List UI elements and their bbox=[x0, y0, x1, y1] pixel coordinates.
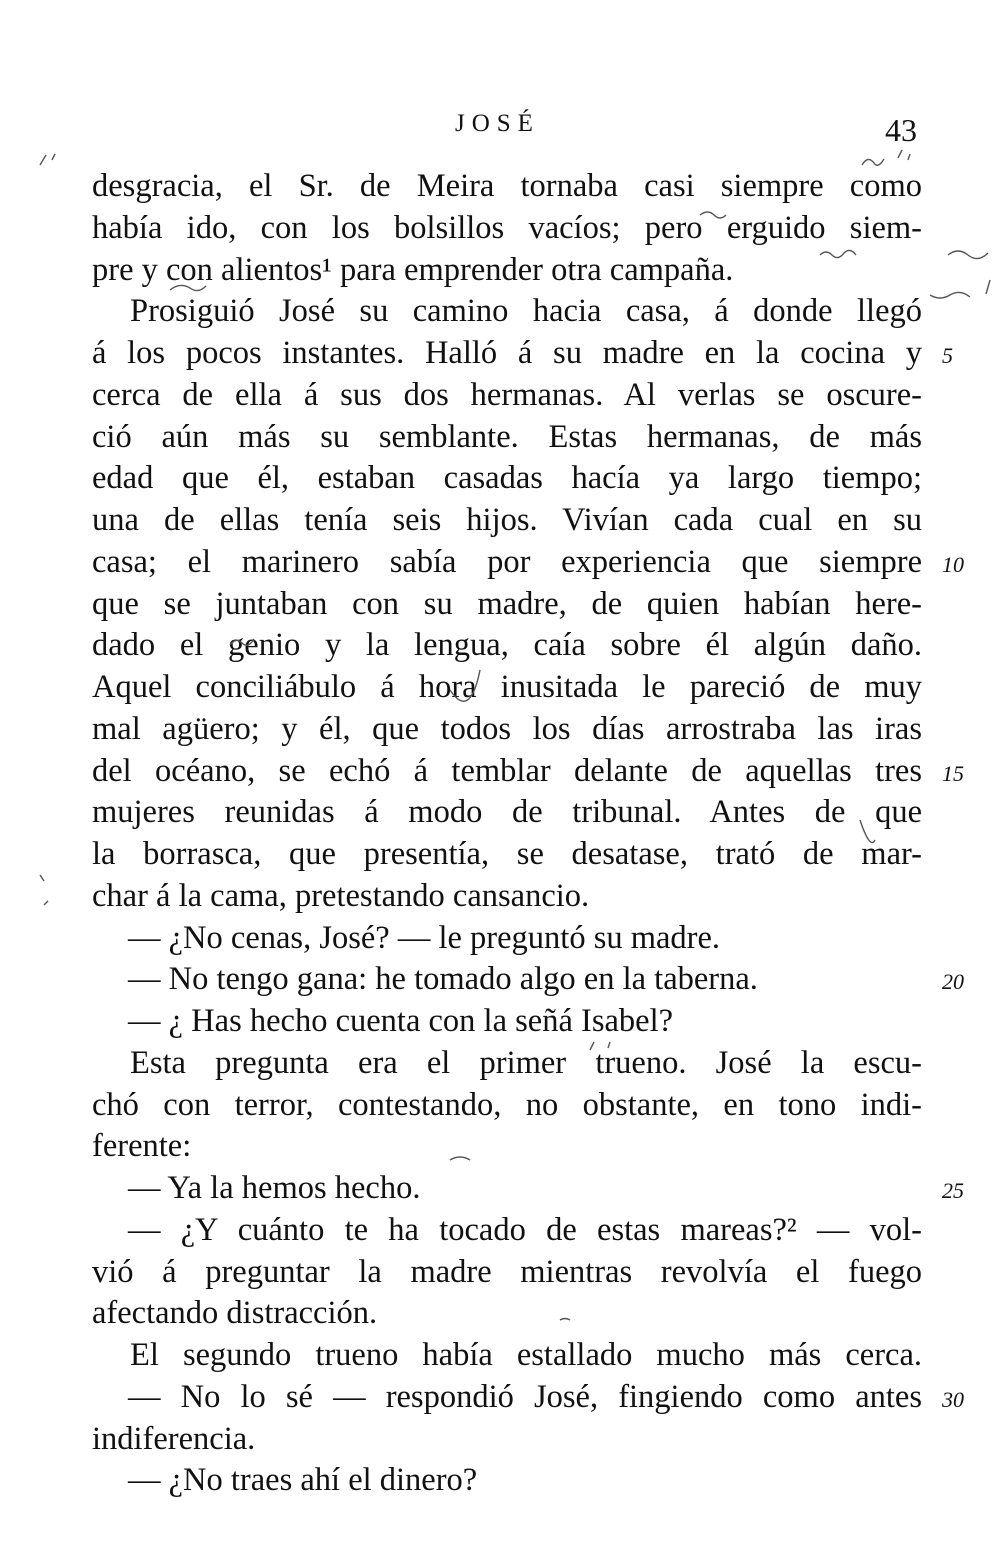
text-line-content: edad que él, estaban casadas hacía ya largo tiempo; bbox=[92, 460, 922, 497]
text-line bbox=[92, 250, 922, 292]
text-line-content: indiferencia. bbox=[92, 1420, 256, 1457]
text-line bbox=[92, 1377, 964, 1419]
text-line-content: char á la cama, pretestando cansancio. bbox=[92, 877, 590, 914]
text-line-content: mujeres reunidas á modo de tribunal. Antes de que bbox=[92, 794, 922, 831]
text-line-content: del océano, se echó á temblar delante de aquellas tres bbox=[92, 752, 922, 789]
text-line bbox=[92, 166, 922, 208]
text-line-content: mal agüero; y él, que todos los días arrostraba las iras bbox=[92, 710, 922, 747]
page-number: 43 bbox=[885, 112, 917, 148]
text-line bbox=[92, 625, 922, 667]
text-line bbox=[92, 1168, 964, 1210]
text-line bbox=[92, 333, 953, 375]
text-line bbox=[92, 1419, 922, 1461]
text-line-content: Aquel conciliábulo á hora inusitada le pareció de muy bbox=[92, 669, 922, 705]
running-head bbox=[0, 110, 1000, 150]
text-line bbox=[92, 458, 922, 500]
text-line bbox=[92, 1210, 922, 1252]
text-line-content: vió á preguntar la madre mientras revolvía el fuego bbox=[92, 1253, 922, 1290]
text-line bbox=[92, 1252, 922, 1294]
text-line bbox=[92, 667, 922, 709]
text-line bbox=[92, 1460, 922, 1502]
text-line-content: chó con terror, contestando, no obstante, en tono indi- bbox=[92, 1086, 922, 1123]
text-line-content: Esta pregunta era el primer trueno. José la escu- bbox=[130, 1044, 922, 1081]
text-line-content: desgracia, el Sr. de Meira tornaba casi siempre como bbox=[92, 168, 922, 204]
line-number: 5 bbox=[942, 343, 953, 368]
line-number: 15 bbox=[942, 760, 964, 786]
text-line bbox=[92, 876, 922, 918]
text-line-content: — No lo sé — respondió José, fingiendo como antes bbox=[128, 1378, 922, 1415]
line-number: 30 bbox=[942, 1386, 964, 1412]
text-line bbox=[92, 1293, 922, 1335]
text-line-content: — ¿No traes ahí el dinero? bbox=[128, 1462, 478, 1499]
text-line bbox=[92, 918, 922, 960]
text-line bbox=[92, 542, 964, 584]
text-line-content: — No tengo gana: he tomado algo en la taberna. bbox=[128, 961, 758, 998]
text-line-content: — ¿No cenas, José? — le preguntó su madre. bbox=[128, 919, 721, 956]
text-line bbox=[92, 208, 922, 250]
text-line-content: — ¿Y cuánto te ha tocado de estas mareas?² — vol- bbox=[128, 1211, 922, 1248]
text-line bbox=[92, 1335, 922, 1377]
text-line bbox=[92, 959, 964, 1001]
text-line-content: había ido, con los bolsillos vacíos; pero erguido siem- bbox=[92, 209, 922, 246]
text-line-content: Prosiguió José su camino hacia casa, á donde llegó bbox=[130, 293, 922, 330]
text-line-content: que se juntaban con su madre, de quien habían here- bbox=[92, 585, 922, 622]
text-line-content: — Ya la hemos hecho. bbox=[128, 1170, 421, 1206]
text-line-content: casa; el marinero sabía por experiencia que siempre bbox=[92, 543, 922, 580]
text-line bbox=[92, 1043, 922, 1085]
text-line bbox=[92, 834, 922, 876]
text-line-content: á los pocos instantes. Halló á su madre en la cocina y bbox=[92, 335, 922, 371]
text-line-content: ferente: bbox=[92, 1128, 192, 1165]
text-line bbox=[92, 291, 922, 333]
line-number: 25 bbox=[942, 1178, 964, 1203]
text-line bbox=[92, 375, 922, 417]
text-line-content: El segundo trueno había estallado mucho más cerca. bbox=[130, 1337, 922, 1373]
line-number: 20 bbox=[942, 969, 964, 995]
text-line bbox=[92, 584, 922, 626]
text-line-content: dado el genio y la lengua, caía sobre él algún daño. bbox=[92, 627, 922, 664]
text-line bbox=[92, 500, 922, 542]
text-line-content: una de ellas tenía seis hijos. Vivían cada cual en su bbox=[92, 502, 922, 538]
text-line-content: pre y con alientos¹ para emprender otra campaña. bbox=[92, 251, 734, 288]
line-number: 10 bbox=[942, 551, 964, 577]
text-line bbox=[92, 417, 922, 459]
text-line-content: la borrasca, que presentía, se desatase, trató de mar- bbox=[92, 836, 922, 872]
text-line-content: — ¿ Has hecho cuenta con la señá Isabel? bbox=[128, 1003, 674, 1039]
text-line-content: afectando distracción. bbox=[92, 1295, 378, 1332]
text-line bbox=[92, 751, 964, 793]
text-line bbox=[92, 709, 922, 751]
text-line bbox=[92, 1085, 922, 1127]
text-line bbox=[92, 1126, 922, 1168]
text-line-content: cerca de ella á sus dos hermanas. Al verlas se oscure- bbox=[92, 376, 922, 413]
text-line-content: ció aún más su semblante. Estas hermanas, de más bbox=[92, 418, 922, 455]
text-line bbox=[92, 792, 922, 834]
running-title: JOSÉ bbox=[455, 110, 540, 137]
body-text bbox=[92, 166, 964, 1502]
text-line bbox=[92, 1001, 922, 1043]
